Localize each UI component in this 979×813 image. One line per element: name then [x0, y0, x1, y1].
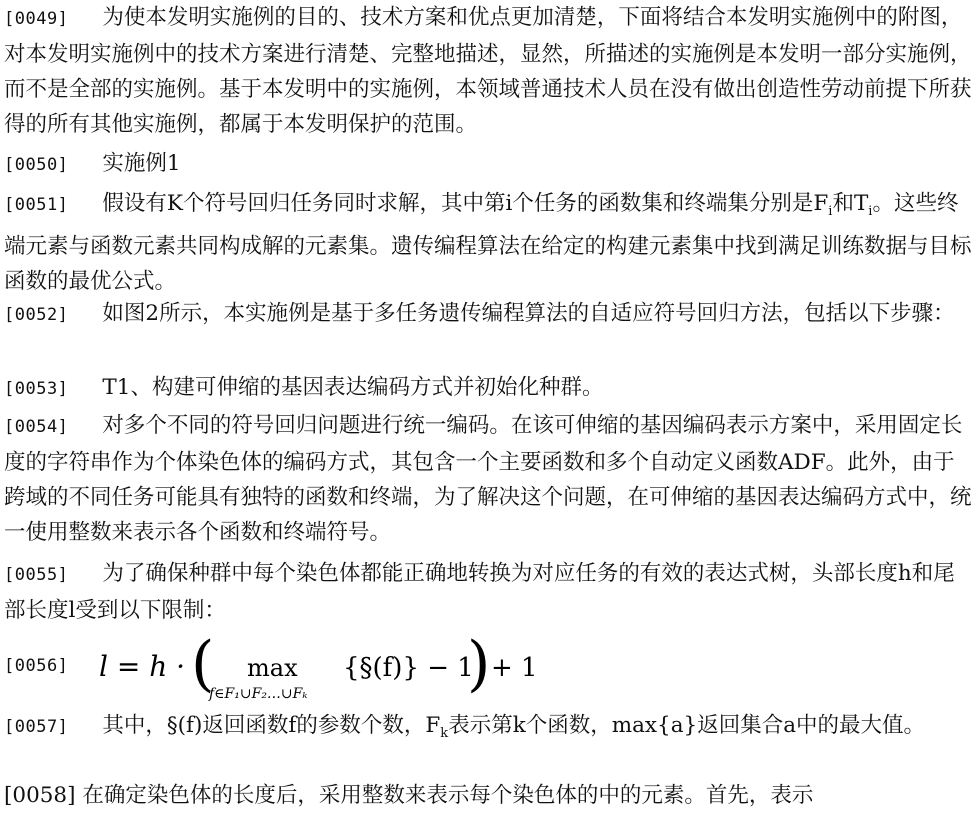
subscript: i: [828, 204, 833, 219]
paragraph-0049: [4, 0, 973, 142]
para-number: [0057]: [4, 717, 69, 737]
para-number: [0051]: [4, 195, 69, 215]
para-number: [0050]: [4, 155, 69, 175]
para-number: [0054]: [4, 417, 69, 437]
para-number: [0053]: [4, 379, 69, 399]
cut-off-line: [4, 780, 974, 808]
para-text: T1、构建可伸缩的基因表达编码方式并初始化种群。: [102, 375, 604, 400]
paragraph-0053: [4, 370, 973, 407]
paragraph-0055: [4, 556, 973, 628]
para-text: 实施例1: [102, 151, 181, 176]
paragraph-0052: [4, 296, 973, 333]
para-text: 假设有K个符号回归任务同时求解，其中第i个任务的函数集和终端集分别是F: [102, 191, 829, 216]
left-paren: (: [191, 629, 215, 699]
para-number: [0049]: [4, 9, 69, 29]
paragraph-0050: [4, 146, 973, 183]
para-number: [0052]: [4, 305, 69, 325]
para-text: 如图2所示，本实施例是基于多任务遗传编程算法的自适应符号回归方法，包括以下步骤：: [102, 301, 955, 326]
para-number: [0056]: [4, 656, 69, 676]
subscript: i: [868, 204, 873, 219]
para-number: [0055]: [4, 565, 69, 585]
formula-tail: + 1: [491, 653, 538, 683]
paragraph-0054: [4, 408, 973, 550]
right-paren: ): [467, 629, 491, 699]
para-text: 其中，§(f)返回函数f的参数个数，F: [102, 713, 441, 738]
formula-lhs: l = h ·: [99, 650, 186, 683]
para-text: 和T: [832, 191, 869, 216]
para-text: 。这些终端元素与函数元素共同构成解的元素集。遗传编程算法在给定的构建元素集中找到满足训练数据与目标函数的最优公式。: [4, 191, 972, 294]
paragraph-0057: [4, 708, 973, 751]
para-text: 为使本发明实施例的目的、技术方案和优点更加清楚，下面将结合本发明实施例中的附图，对本发明实施例中的技术方案进行清楚、完整地描述，显然，所描述的实施例是本发明一部分实施例，而不是全部的实施例。基于本发明中的实施例，本领域普通技术人员在没有做出创造性劳动前提下所获得的所有其他实施例，都属于本发明保护的范围。: [4, 5, 972, 137]
paragraph-0051: [4, 186, 973, 299]
cut-off-text: [0058] 在确定染色体的长度后，采用整数来表示每个染色体的中的元素。首先，表示: [4, 783, 814, 808]
para-text: 表示第k个函数，max{a}返回集合a中的最大值。: [448, 713, 926, 738]
formula-subscript: f∈F₁∪F₂…∪Fₖ: [209, 686, 308, 702]
subscript: k: [440, 726, 449, 741]
formula-max: max: [247, 654, 298, 682]
formula-set: {§(f)} − 1: [343, 653, 474, 683]
formula-equation: [99, 629, 559, 704]
para-text: 对多个不同的符号回归问题进行统一编码。在该可伸缩的基因编码表示方案中，采用固定长度的字符串作为个体染色体的编码方式，其包含一个主要函数和多个自动定义函数ADF。此外，由于跨域的不同任务可能具有独特的函数和终端，为了解决这个问题，在可伸缩的基因表达编码方式中，统一使用整数来表示各个函数和终端符号。: [4, 413, 972, 545]
para-text: 为了确保种群中每个染色体都能正确地转换为对应任务的有效的表达式树，头部长度h和尾部长度l受到以下限制：: [4, 561, 955, 623]
formula-block: [4, 629, 964, 704]
